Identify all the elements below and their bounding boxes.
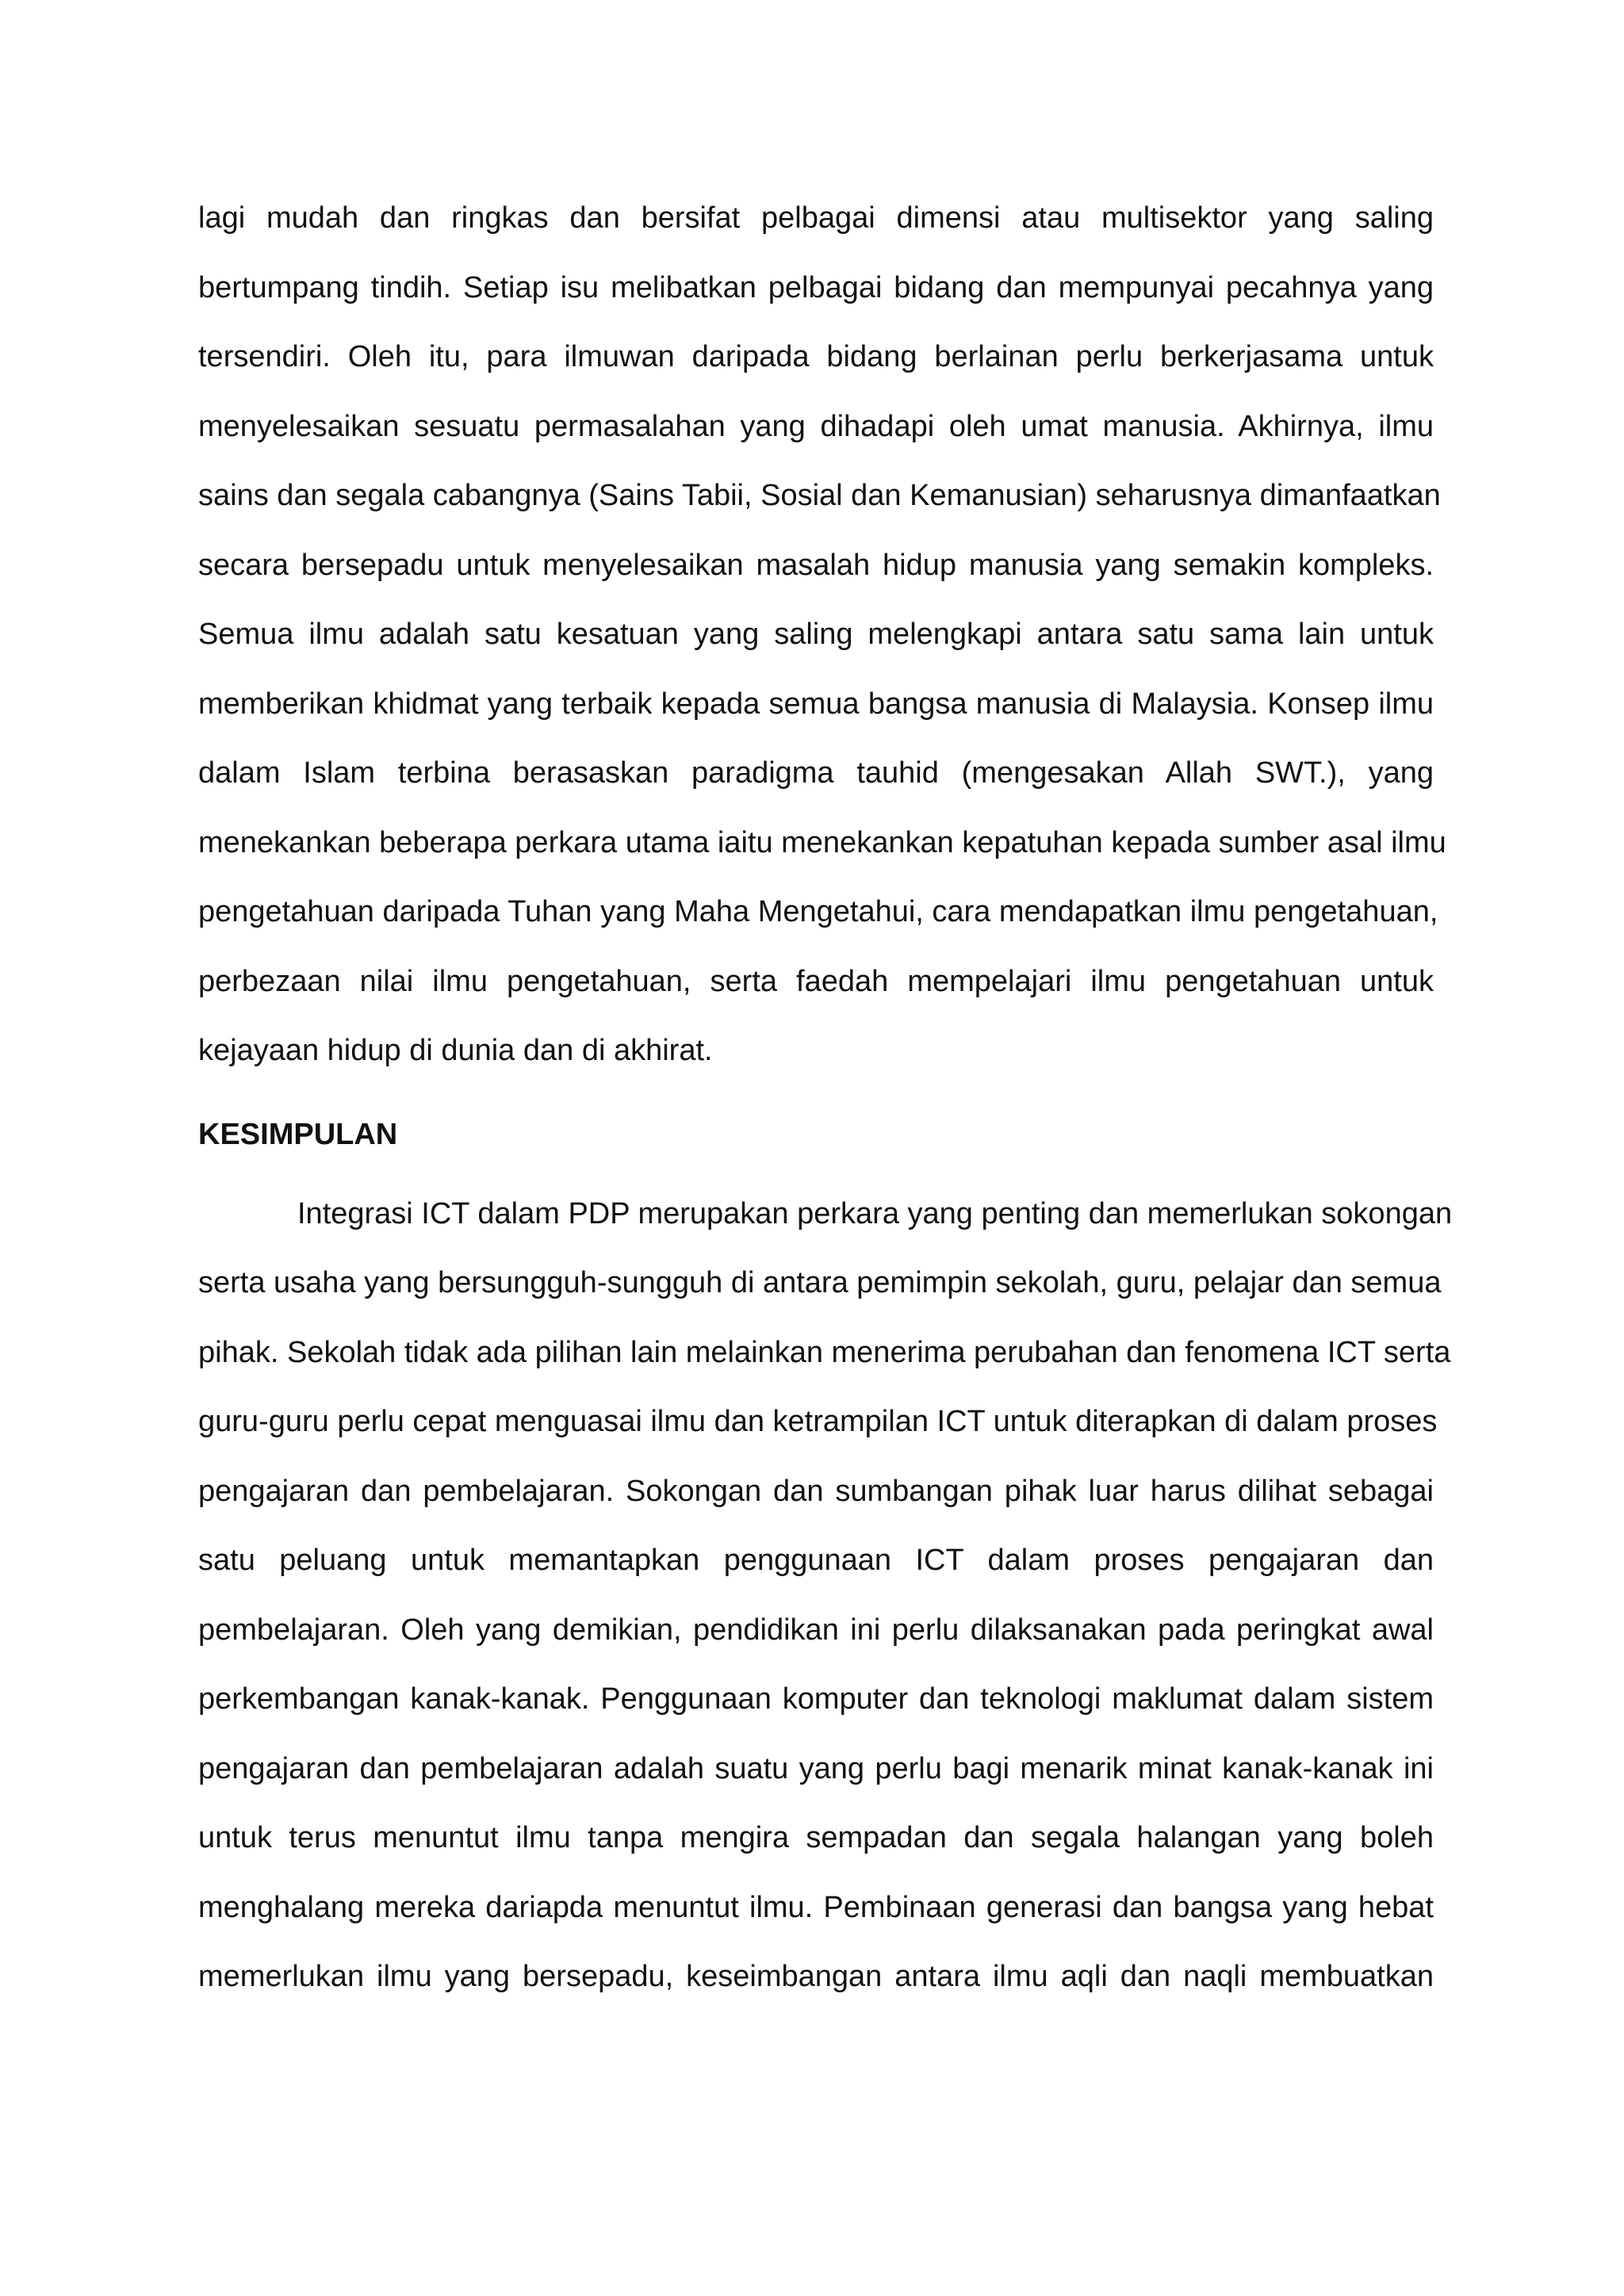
text-line: kejayaan hidup di dunia dan di akhirat. bbox=[198, 1034, 713, 1067]
text-line: pengajaran dan pembelajaran. Sokongan dan sumbangan pihak luar harus dilihat sebagai bbox=[198, 1474, 1434, 1508]
document-body bbox=[198, 184, 1453, 2012]
text-line: menekankan beberapa perkara utama iaitu menekankan kepatuhan kepada sumber asal ilmu bbox=[198, 825, 1446, 859]
section-heading: KESIMPULAN bbox=[198, 1117, 398, 1151]
text-line: sains dan segala cabangnya (Sains Tabii, Sosial dan Kemanusian) seharusnya dimanfaatkan bbox=[198, 479, 1441, 512]
text-line: serta usaha yang bersungguh-sungguh di antara pemimpin sekolah, guru, pelajar dan semua bbox=[198, 1266, 1442, 1299]
text-line: Integrasi ICT dalam PDP merupakan perkara yang penting dan memerlukan sokongan bbox=[297, 1196, 1453, 1230]
text-line: menghalang mereka dariapda menuntut ilmu. Pembinaan generasi dan bangsa yang hebat bbox=[198, 1890, 1434, 1924]
text-line: untuk terus menuntut ilmu tanpa mengira sempadan dan segala halangan yang boleh bbox=[198, 1821, 1434, 1854]
text-line: secara bersepadu untuk menyelesaikan masalah hidup manusia yang semakin kompleks. bbox=[198, 548, 1434, 582]
paragraph-1 bbox=[198, 184, 1446, 1086]
text-line: memberikan khidmat yang terbaik kepada semua bangsa manusia di Malaysia. Konsep ilmu bbox=[198, 687, 1434, 721]
text-line: dalam Islam terbina berasaskan paradigma tauhid (mengesakan Allah SWT.), yang bbox=[198, 756, 1434, 790]
text-line: perkembangan kanak-kanak. Penggunaan komputer dan teknologi maklumat dalam sistem bbox=[198, 1682, 1434, 1716]
text-line: satu peluang untuk memantapkan penggunaan ICT dalam proses pengajaran dan bbox=[198, 1544, 1434, 1577]
text-line: guru-guru perlu cepat menguasai ilmu dan ketrampilan ICT untuk diterapkan di dalam proses bbox=[198, 1405, 1438, 1438]
text-line: pengajaran dan pembelajaran adalah suatu yang perlu bagi menarik minat kanak-kanak ini bbox=[198, 1751, 1434, 1785]
text-line: memerlukan ilmu yang bersepadu, keseimbangan antara ilmu aqli dan naqli membuatkan bbox=[198, 1960, 1434, 1993]
text-line: lagi mudah dan ringkas dan bersifat pelbagai dimensi atau multisektor yang saling bbox=[198, 201, 1434, 235]
text-line: menyelesaikan sesuatu permasalahan yang dihadapi oleh umat manusia. Akhirnya, ilmu bbox=[198, 409, 1434, 443]
paragraph-2 bbox=[198, 1180, 1453, 2012]
text-line: Semua ilmu adalah satu kesatuan yang saling melengkapi antara satu sama lain untuk bbox=[198, 618, 1434, 651]
text-line: tersendiri. Oleh itu, para ilmuwan daripada bidang berlainan perlu berkerjasama untuk bbox=[198, 340, 1434, 373]
text-line: pembelajaran. Oleh yang demikian, pendidikan ini perlu dilaksanakan pada peringkat awal bbox=[198, 1613, 1434, 1647]
text-line: perbezaan nilai ilmu pengetahuan, serta faedah mempelajari ilmu pengetahuan untuk bbox=[198, 964, 1434, 998]
text-line: pihak. Sekolah tidak ada pilihan lain melainkan menerima perubahan dan fenomena ICT serta bbox=[198, 1335, 1451, 1369]
text-line: pengetahuan daripada Tuhan yang Maha Mengetahui, cara mendapatkan ilmu pengetahuan, bbox=[198, 895, 1438, 928]
text-line: bertumpang tindih. Setiap isu melibatkan pelbagai bidang dan mempunyai pecahnya yang bbox=[198, 270, 1434, 304]
